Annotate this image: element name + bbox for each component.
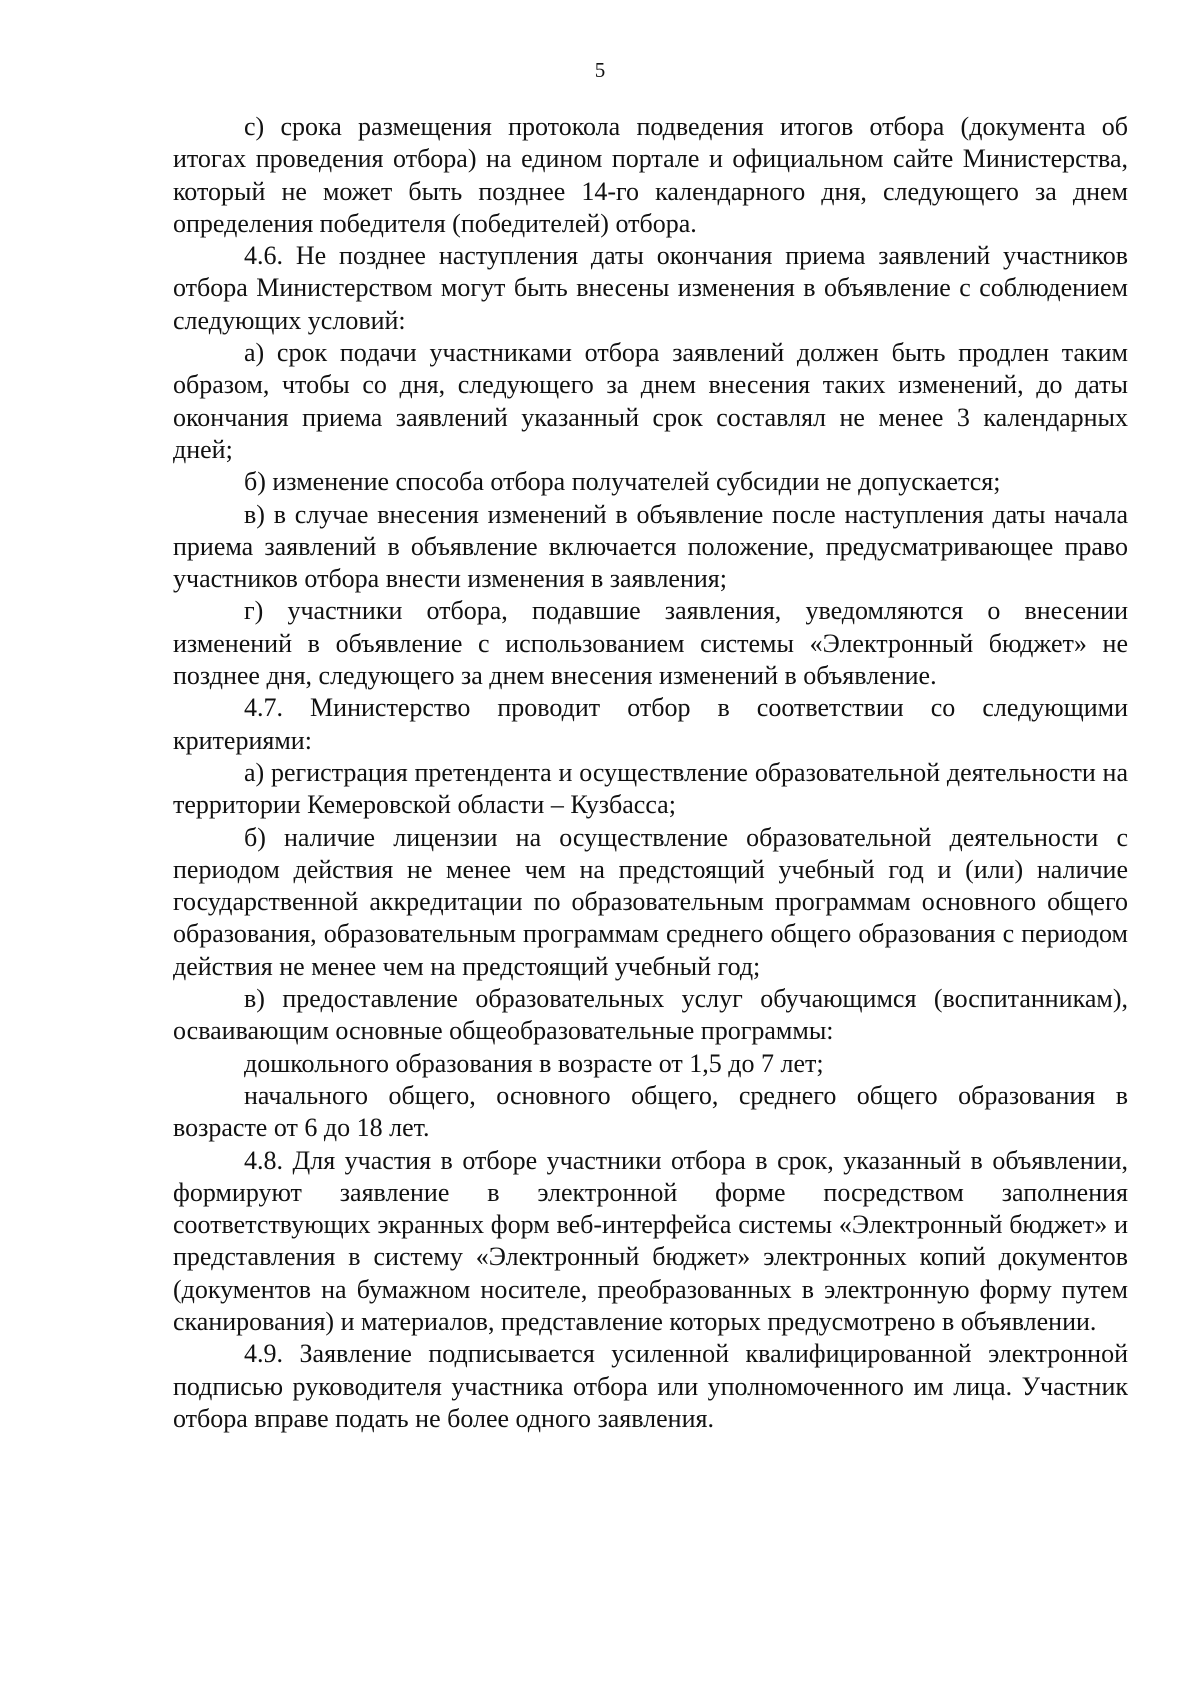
paragraph-4-6: 4.6. Не позднее наступления даты окончания приема заявлений участников отбора Министерством могут быть внесены изменения в объявление с соблюдением следующих условий: <box>173 241 1128 335</box>
paragraph-4-7-v: в) предоставление образовательных услуг обучающимся (воспитанникам), осваивающим основные общеобразовательные программы: <box>173 984 1128 1046</box>
paragraph-4-8: 4.8. Для участия в отборе участники отбора в срок, указанный в объявлении, формируют заявление в электронной форме посредством заполнения соответствующих экранных форм веб-интерфейса системы «Электронный бюджет» и представления в систему «Электронный бюджет» электронных копий документов (документов на бумажном носителе, преобразованных в электронную форму путем сканирования) и материалов, представление которых предусмотрено в объявлении. <box>173 1145 1128 1336</box>
paragraph-general-education: начального общего, основного общего, среднего общего образования в возрасте от 6 до 18 лет. <box>173 1080 1128 1143</box>
paragraph-4-6-g: г) участники отбора, подавшие заявления, уведомляются о внесении изменений в объявление с использованием системы «Электронный бюджет» не позднее дня, следующего за днем внесения изменений в объявление. <box>173 596 1128 691</box>
paragraph-4-7: 4.7. Министерство проводит отбор в соответствии со следующими критериями: <box>173 693 1128 755</box>
paragraph-4-7-a: а) регистрация претендента и осуществление образовательной деятельности на территории Кемеровской области – Кузбасса; <box>173 757 1128 820</box>
paragraph-4-6-v: в) в случае внесения изменений в объявление после наступления даты начала приема заявлений в объявление включается положение, предусматривающее право участников отбора внести изменения в заявления; <box>173 499 1128 594</box>
paragraph-4-6-b: б) изменение способа отбора получателей субсидии не допускается; <box>244 467 1001 497</box>
paragraph-4-7-b: б) наличие лицензии на осуществление образовательной деятельности с периодом действия не менее чем на предстоящий учебный год и (или) наличие государственной аккредитации по образовательным программам основного общего образования, образовательным программам среднего общего образования с периодом действия не менее чем на предстоящий учебный год; <box>173 822 1128 981</box>
page-number: 5 <box>594 58 606 82</box>
document-body <box>173 111 1128 1435</box>
paragraph-4-6-a: а) срок подачи участниками отбора заявлений должен быть продлен таким образом, чтобы со дня, следующего за днем внесения таких изменений, до даты окончания приема заявлений указанный срок составлял не менее 3 календарных дней; <box>173 338 1128 464</box>
paragraph-4-9: 4.9. Заявление подписывается усиленной квалифицированной электронной подписью руководителя участника отбора или уполномоченного им лица. Участник отбора вправе подать не более одного заявления. <box>173 1339 1128 1433</box>
paragraph-preschool: дошкольного образования в возрасте от 1,5 до 7 лет; <box>244 1048 824 1078</box>
paragraph-4-5-c: с) срока размещения протокола подведения итогов отбора (документа об итогах проведения отбора) на едином портале и официальном сайте Министерства, который не может быть позднее 14-го календарного дня, следующего за днем определения победителя (победителей) отбора. <box>173 112 1128 238</box>
